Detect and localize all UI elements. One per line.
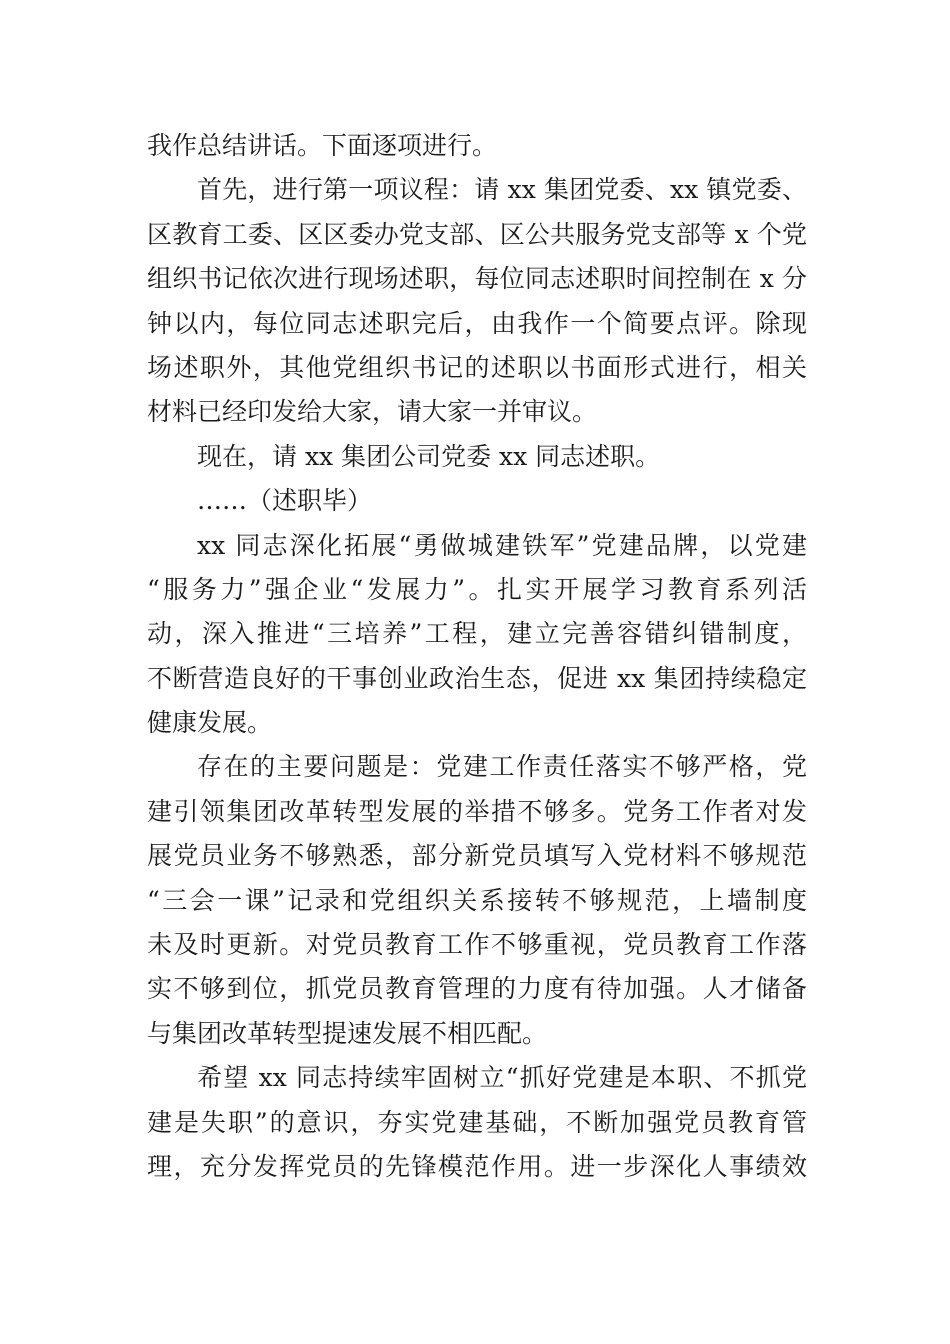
text-line: xx 同志深化拓展“勇做城建铁军”党建品牌，以党建 <box>197 530 807 560</box>
text-line: 我作总结讲话。下面逐项进行。 <box>147 131 498 160</box>
text-line: 与集团改革转型提速发展不相匹配。 <box>147 1018 548 1048</box>
text-line: 建是失职”的意识，夯实党建基础，不断加强党员教育管 <box>147 1107 807 1137</box>
text-line: 材料已经印发给大家，请大家一并审议。 <box>147 397 598 427</box>
document-body <box>147 124 807 1189</box>
text-line: 实不够到位，抓党员教育管理的力度有待加强。人才储备 <box>147 974 807 1004</box>
text-line: 展党员业务不够熟悉，部分新党员填写入党材料不够规范 <box>147 841 807 871</box>
text-line: 组织书记依次进行现场述职，每位同志述职时间控制在 x 分 <box>147 264 807 294</box>
text-line: 未及时更新。对党员教育工作不够重视，党员教育工作落 <box>147 930 807 960</box>
text-line: 区教育工委、区区委办党支部、区公共服务党支部等 x 个党 <box>147 219 807 249</box>
text-line: 钟以内，每位同志述职完后，由我作一个简要点评。除现 <box>147 308 807 338</box>
text-line: 建引领集团改革转型发展的举措不够多。党务工作者对发 <box>147 796 807 826</box>
text-line: 动，深入推进“三培养”工程，建立完善容错纠错制度， <box>147 619 807 649</box>
text-line: ……（述职毕） <box>197 486 373 516</box>
text-line: 健康发展。 <box>147 708 273 738</box>
text-line: 首先，进行第一项议程：请 xx 集团党委、xx 镇党委、 <box>197 175 807 205</box>
text-line: 不断营造良好的干事创业政治生态，促进 xx 集团持续稳定 <box>147 663 807 693</box>
text-line: 场述职外，其他党组织书记的述职以书面形式进行，相关 <box>147 352 807 382</box>
text-line: 希望 xx 同志持续牢固树立“抓好党建是本职、不抓党 <box>197 1063 807 1093</box>
text-line: “三会一课”记录和党组织关系接转不够规范，上墙制度 <box>147 885 807 915</box>
text-line: 现在，请 xx 集团公司党委 xx 同志述职。 <box>197 441 661 471</box>
text-line: “服务力”强企业“发展力”。扎实开展学习教育系列活 <box>147 574 807 604</box>
text-line: 存在的主要问题是：党建工作责任落实不够严格，党 <box>197 752 807 782</box>
text-line: 理，充分发挥党员的先锋模范作用。进一步深化人事绩效 <box>147 1151 807 1181</box>
